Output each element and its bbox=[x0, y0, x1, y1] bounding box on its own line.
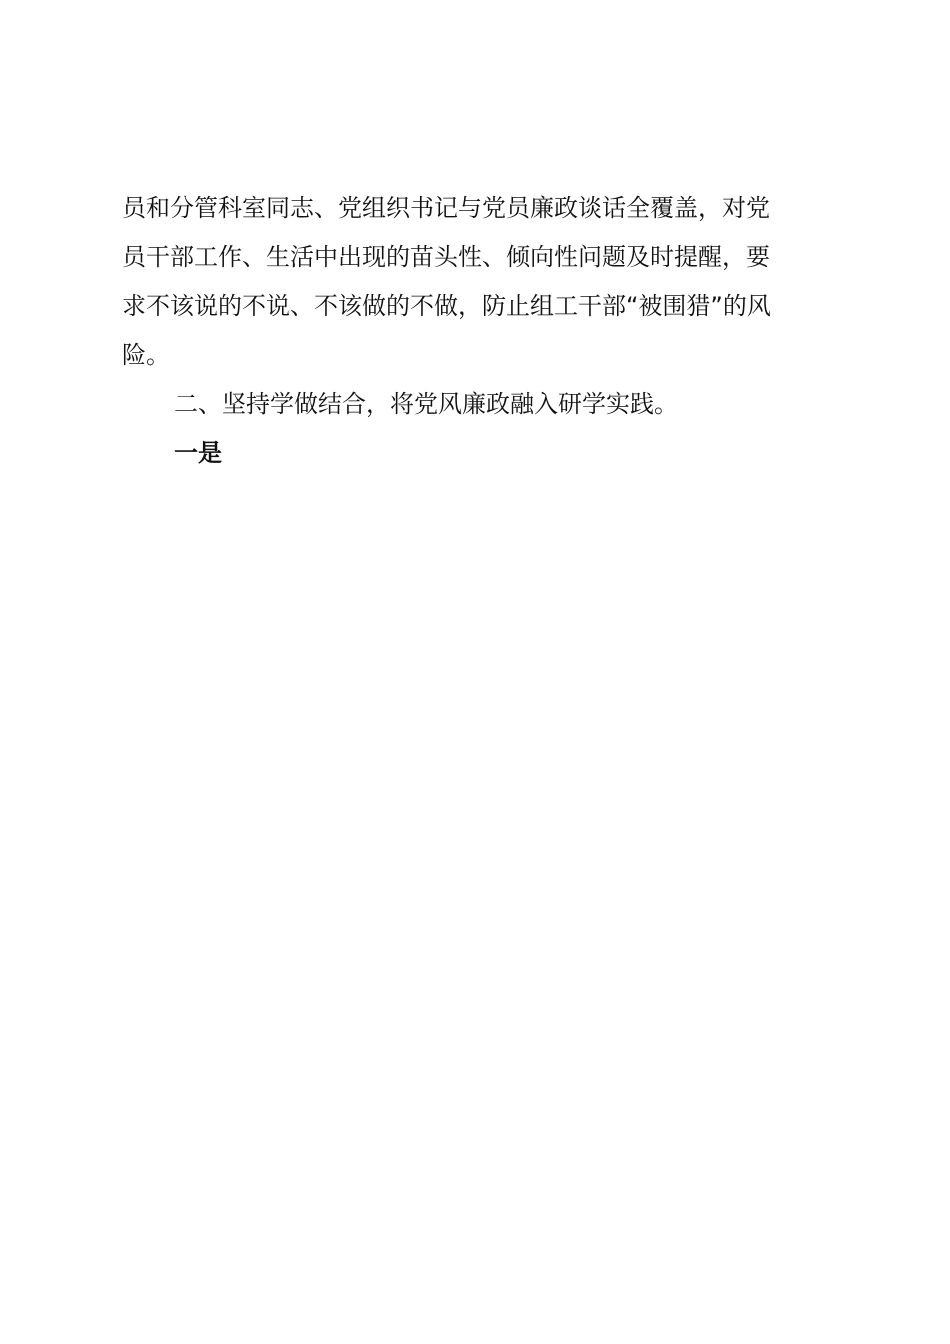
paragraph-line: 险。 bbox=[122, 341, 170, 369]
paragraph-line: 员和分管科室同志、党组织书记与党员廉政谈话全覆盖，对党 bbox=[122, 194, 770, 222]
paragraph-line: 求不该说的不说、不该做的不做，防止组工干部“被围猎”的风 bbox=[122, 292, 771, 320]
subsection-heading: 一是 bbox=[174, 439, 222, 467]
page-content bbox=[122, 184, 832, 478]
body-paragraph bbox=[122, 184, 832, 380]
paragraph-line: 员干部工作、生活中出现的苗头性、倾向性问题及时提醒，要 bbox=[122, 243, 770, 271]
section-heading: 二、坚持学做结合，将党风廉政融入研学实践。 bbox=[174, 390, 678, 418]
